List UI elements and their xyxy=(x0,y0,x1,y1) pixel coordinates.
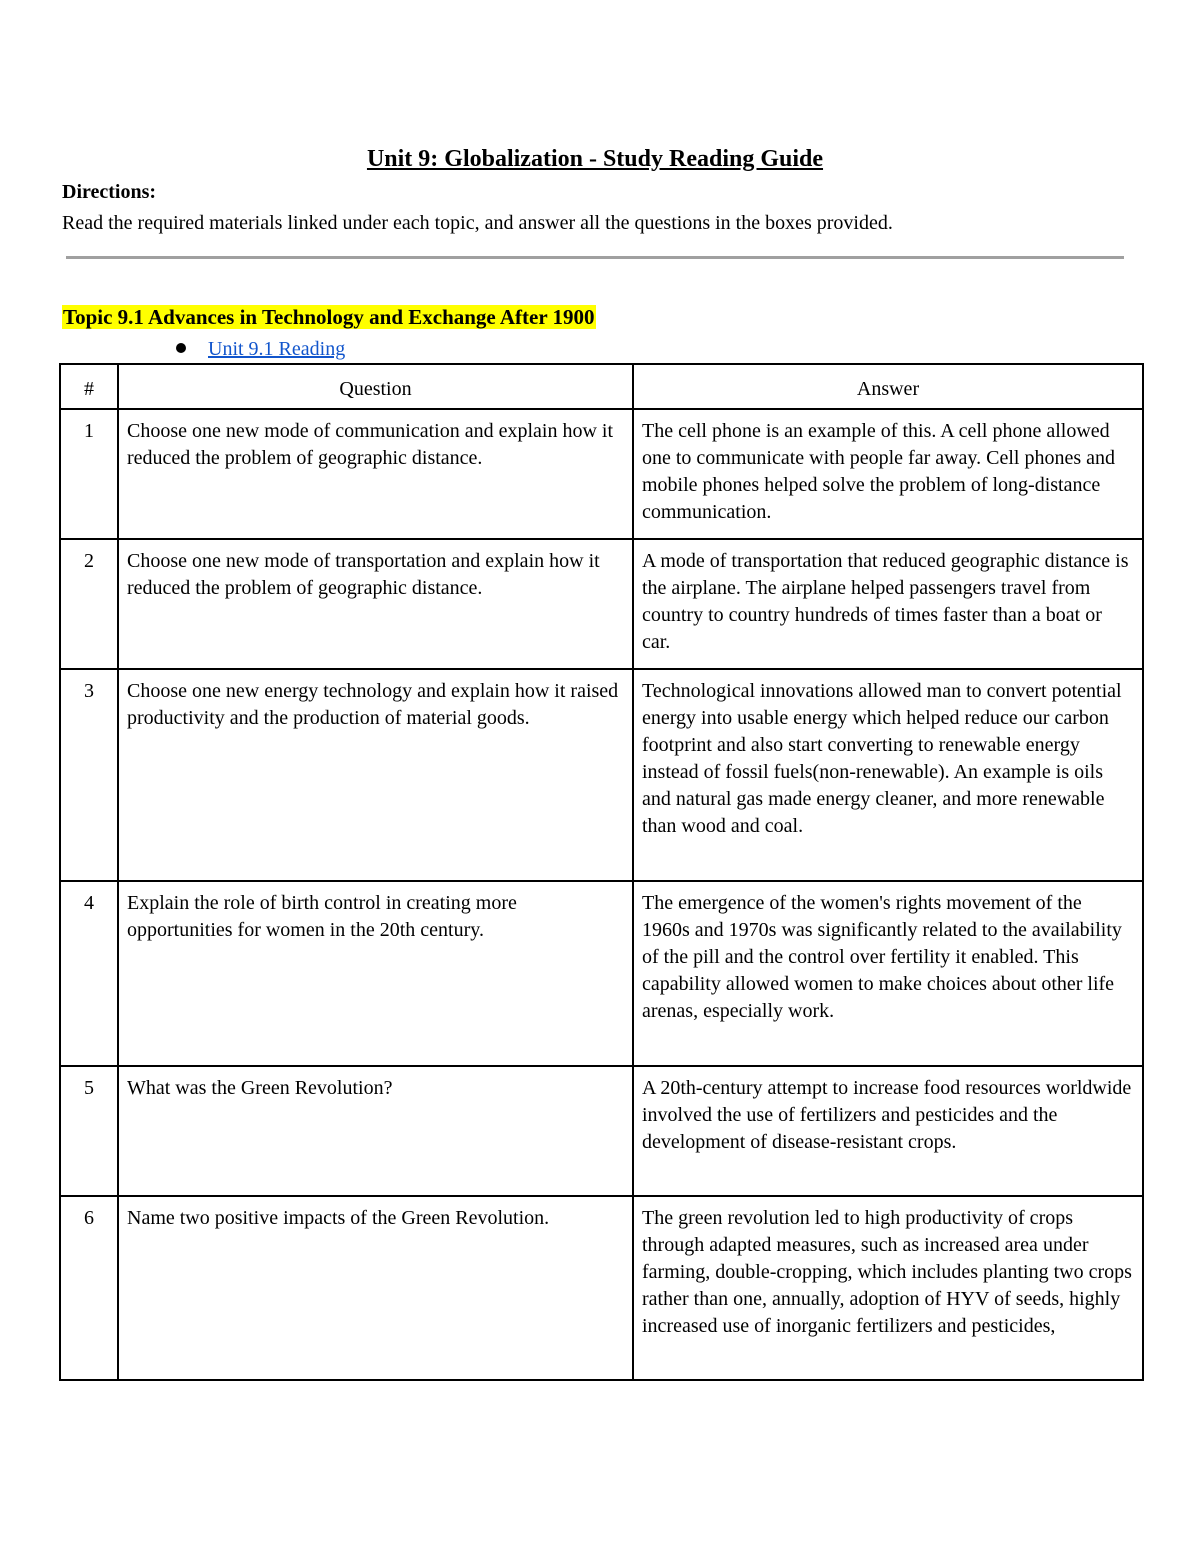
unit-reading-link[interactable]: Unit 9.1 Reading xyxy=(208,338,346,360)
topic-heading-highlight: Topic 9.1 Advances in Technology and Exchange After 1900 xyxy=(63,305,595,329)
answer-cell[interactable]: The green revolution led to high productivity of crops through adapted measures, such as increased area under farming, double-cropping, which includes planting two crops rather than one, annually, adoption of HYV of seeds, highly increased use of inorganic fertilizers and pesticides, xyxy=(633,1196,1143,1380)
question-cell: Name two positive impacts of the Green Revolution. xyxy=(118,1196,633,1380)
row-number: 6 xyxy=(60,1196,118,1380)
header-question: Question xyxy=(118,364,633,409)
header-number: # xyxy=(60,364,118,409)
answer-cell[interactable]: The cell phone is an example of this. A cell phone allowed one to communicate with people far away. Cell phones and mobile phones helped solve the problem of long-distance communication. xyxy=(633,409,1143,539)
row-number: 4 xyxy=(60,881,118,1066)
directions-text: Read the required materials linked under each topic, and answer all the questions in the boxes provided. xyxy=(62,212,893,234)
row-number: 3 xyxy=(60,669,118,881)
page-title: Unit 9: Globalization - Study Reading Guide xyxy=(366,146,824,172)
answer-cell[interactable]: Technological innovations allowed man to convert potential energy into usable energy which helped reduce our carbon footprint and also start converting to renewable energy instead of fossil fuels(non-renewable). An example is oils and natural gas made energy cleaner, and more renewable than wood and coal. xyxy=(633,669,1143,881)
row-number: 2 xyxy=(60,539,118,669)
question-cell: Explain the role of birth control in creating more opportunities for women in the 20th century. xyxy=(118,881,633,1066)
question-cell: Choose one new mode of communication and explain how it reduced the problem of geographic distance. xyxy=(118,409,633,539)
answer-cell[interactable]: A 20th-century attempt to increase food resources worldwide involved the use of fertilizers and pesticides and the development of disease-resistant crops. xyxy=(633,1066,1143,1196)
topic-heading xyxy=(62,302,596,332)
table-row xyxy=(60,409,1143,539)
question-cell: Choose one new energy technology and explain how it raised productivity and the production of material goods. xyxy=(118,669,633,881)
answer-cell[interactable]: The emergence of the women's rights movement of the 1960s and 1970s was significantly related to the availability of the pill and the control over fertility it enabled. This capability allowed women to make choices about other life arenas, especially work. xyxy=(633,881,1143,1066)
table-row xyxy=(60,539,1143,669)
bullet-icon xyxy=(176,343,186,353)
question-cell: Choose one new mode of transportation and explain how it reduced the problem of geographic distance. xyxy=(118,539,633,669)
table-header-row xyxy=(60,364,1143,409)
directions-label: Directions: xyxy=(62,181,157,203)
table-row xyxy=(60,881,1143,1066)
table-row xyxy=(60,1066,1143,1196)
row-number: 1 xyxy=(60,409,118,539)
table-row xyxy=(60,1196,1143,1380)
reading-list-item xyxy=(176,335,345,363)
row-number: 5 xyxy=(60,1066,118,1196)
table-row xyxy=(60,669,1143,881)
horizontal-divider xyxy=(66,256,1124,259)
question-answer-table xyxy=(59,363,1144,1381)
question-cell: What was the Green Revolution? xyxy=(118,1066,633,1196)
header-answer: Answer xyxy=(633,364,1143,409)
answer-cell[interactable]: A mode of transportation that reduced geographic distance is the airplane. The airplane helped passengers travel from country to country hundreds of times faster than a boat or car. xyxy=(633,539,1143,669)
